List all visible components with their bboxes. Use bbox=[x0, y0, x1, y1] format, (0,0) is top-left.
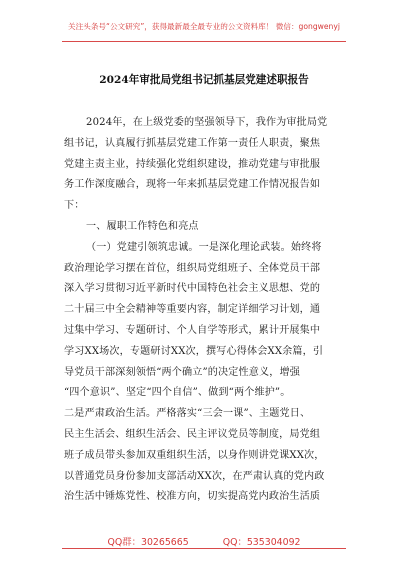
paragraph-line: 深入学习贯彻习近平新时代中国特色社会主义思想、党的 bbox=[64, 283, 321, 295]
paragraph-line: 学习XX场次，专题研讨XX次，撰写心得体会XX余篇，引 bbox=[64, 345, 324, 357]
paragraph-line: （一）党建引领筑忠诚。一是深化理论武装。始终将 bbox=[86, 241, 322, 253]
paragraph-line: 以普通党员身份参加支部活动XX次，在严肃认真的党内政 bbox=[64, 470, 325, 482]
footer-qq-group: QQ群：30265665 bbox=[107, 537, 189, 548]
paragraph-line: 下： bbox=[64, 200, 85, 212]
paragraph-line: “四个意识”、坚定“四个自信”、做到“两个维护”。 bbox=[64, 387, 291, 399]
footer-qq: QQ：535304092 bbox=[222, 537, 301, 548]
document-body bbox=[64, 113, 346, 508]
paragraph-line: 过集中学习、专题研讨、个人自学等形式，累计开展集中 bbox=[64, 324, 321, 336]
footer-divider bbox=[62, 548, 346, 549]
paragraph-line: 民主生活会、组织生活会、民主评议党员等制度，局党组 bbox=[64, 428, 321, 440]
paragraph-line: 班子成员带头参加双重组织生活，以身作则讲党课XX次， bbox=[64, 449, 325, 461]
header-banner: 关注头条号“公文研究”，获得最新最全最专业的公文资料库！ 微信：gongwenyj bbox=[68, 22, 340, 31]
paragraph-line: 二十届三中全会精神等重要内容，制定详细学习计划，通 bbox=[64, 304, 321, 316]
header-divider bbox=[62, 41, 346, 42]
section-heading: 一、履职工作特色和亮点 bbox=[86, 220, 199, 232]
paragraph-line: 二是严肃政治生活。严格落实“三会一课”、主题党日、 bbox=[64, 408, 311, 420]
document-title: 2024年审批局党组书记抓基层党建述职报告 bbox=[99, 74, 309, 86]
paragraph-line: 2024年，在上级党委的坚强领导下，我作为审批局党 bbox=[86, 117, 328, 128]
paragraph-line: 组书记，认真履行抓基层党建工作第一责任人职责，聚焦 bbox=[64, 137, 321, 149]
paragraph-line: 导党员干部深刻领悟“两个确立”的决定性意义，增强 bbox=[64, 366, 300, 378]
footer-contact bbox=[0, 534, 408, 548]
paragraph-line: 政治理论学习摆在首位，组织局党组班子、全体党员干部 bbox=[64, 262, 321, 274]
paragraph-line: 务工作深度融合，现将一年来抓基层党建工作情况报告如 bbox=[64, 179, 321, 191]
paragraph-line: 治生活中锤炼党性、校准方向，切实提高党内政治生活质 bbox=[64, 491, 321, 503]
paragraph-line: 党建主责主业，持续强化党组织建设，推动党建与审批服 bbox=[64, 158, 321, 170]
